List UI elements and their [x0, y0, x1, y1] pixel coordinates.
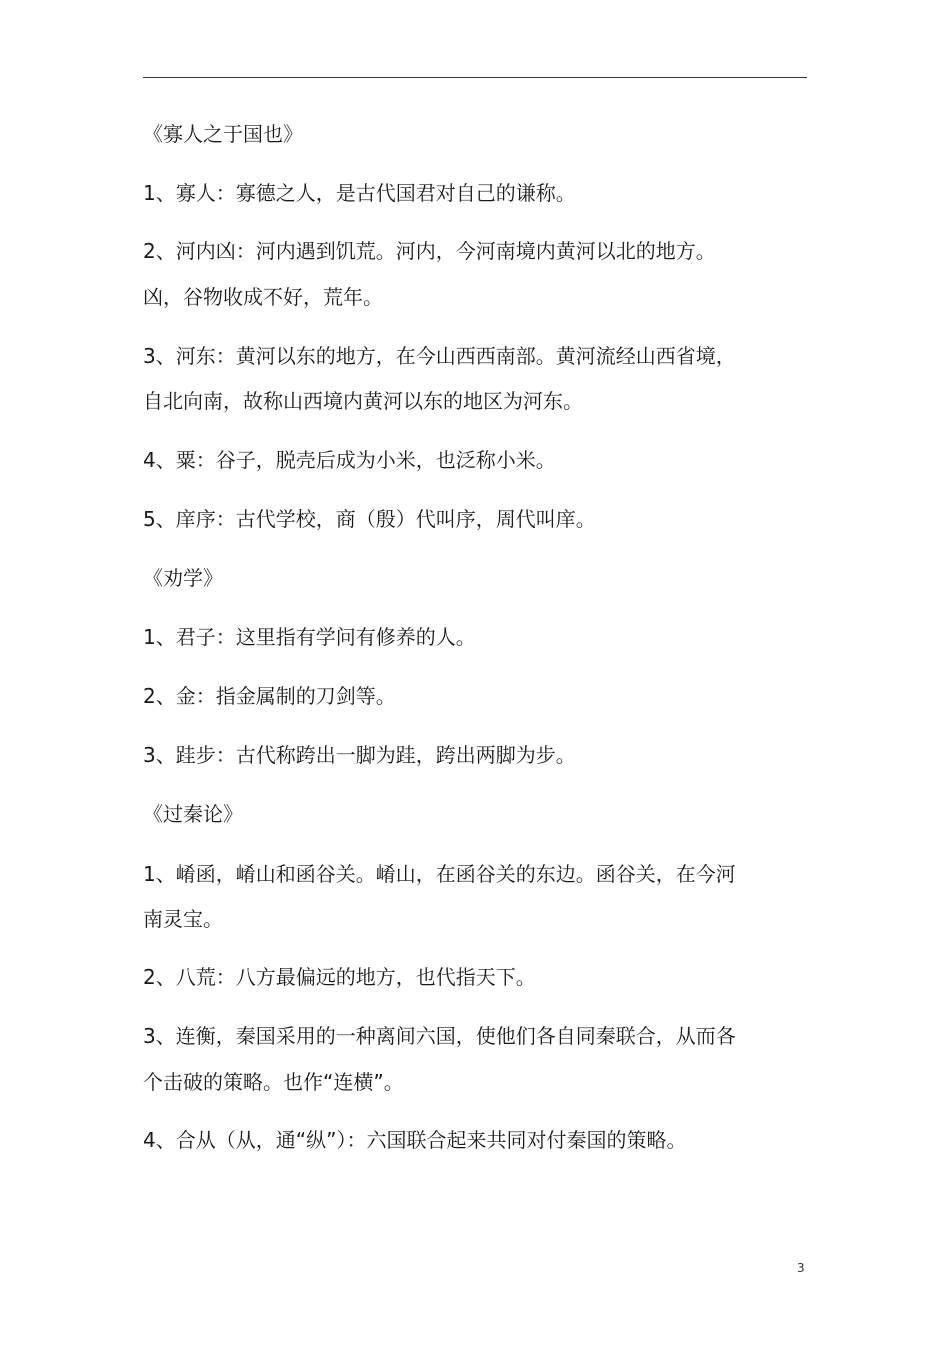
note-line: 3、连衡，秦国采用的一种离间六国，使他们各自同秦联合，从而各	[143, 1024, 736, 1048]
note-line: 个击破的策略。也作“连横”。	[143, 1070, 404, 1094]
header-rule	[143, 77, 807, 78]
section-heading-guoqinlun: 《过秦论》	[143, 802, 243, 826]
note-line: 自北向南，故称山西境内黄河以东的地区为河东。	[143, 389, 583, 413]
note-line: 1、寡人：寡德之人，是古代国君对自己的谦称。	[143, 181, 576, 205]
note-line: 2、八荒：八方最偏远的地方，也代指天下。	[143, 965, 536, 989]
note-line: 4、粟：谷子，脱壳后成为小米，也泛称小米。	[143, 448, 556, 472]
note-line: 4、合从（从，通“纵”）：六国联合起来共同对付秦国的策略。	[143, 1128, 687, 1152]
note-line: 2、河内凶：河内遇到饥荒。河内，今河南境内黄河以北的地方。	[143, 239, 716, 263]
note-line: 2、金：指金属制的刀剑等。	[143, 684, 396, 708]
section-heading-guaren: 《寡人之于国也》	[143, 122, 303, 146]
section-heading-quanxue: 《劝学》	[143, 566, 223, 590]
note-line: 凶，谷物收成不好，荒年。	[143, 285, 383, 309]
note-line: 3、跬步：古代称跨出一脚为跬，跨出两脚为步。	[143, 743, 576, 767]
page-number: 3	[797, 1261, 805, 1275]
note-line: 1、崤函，崤山和函谷关。崤山，在函谷关的东边。函谷关，在今河	[143, 862, 736, 886]
note-line: 5、庠序：古代学校，商（殷）代叫序，周代叫庠。	[143, 507, 596, 531]
note-line: 1、君子：这里指有学问有修养的人。	[143, 625, 476, 649]
note-line: 南灵宝。	[143, 907, 223, 931]
note-line: 3、河东：黄河以东的地方，在今山西西南部。黄河流经山西省境，	[143, 344, 736, 368]
